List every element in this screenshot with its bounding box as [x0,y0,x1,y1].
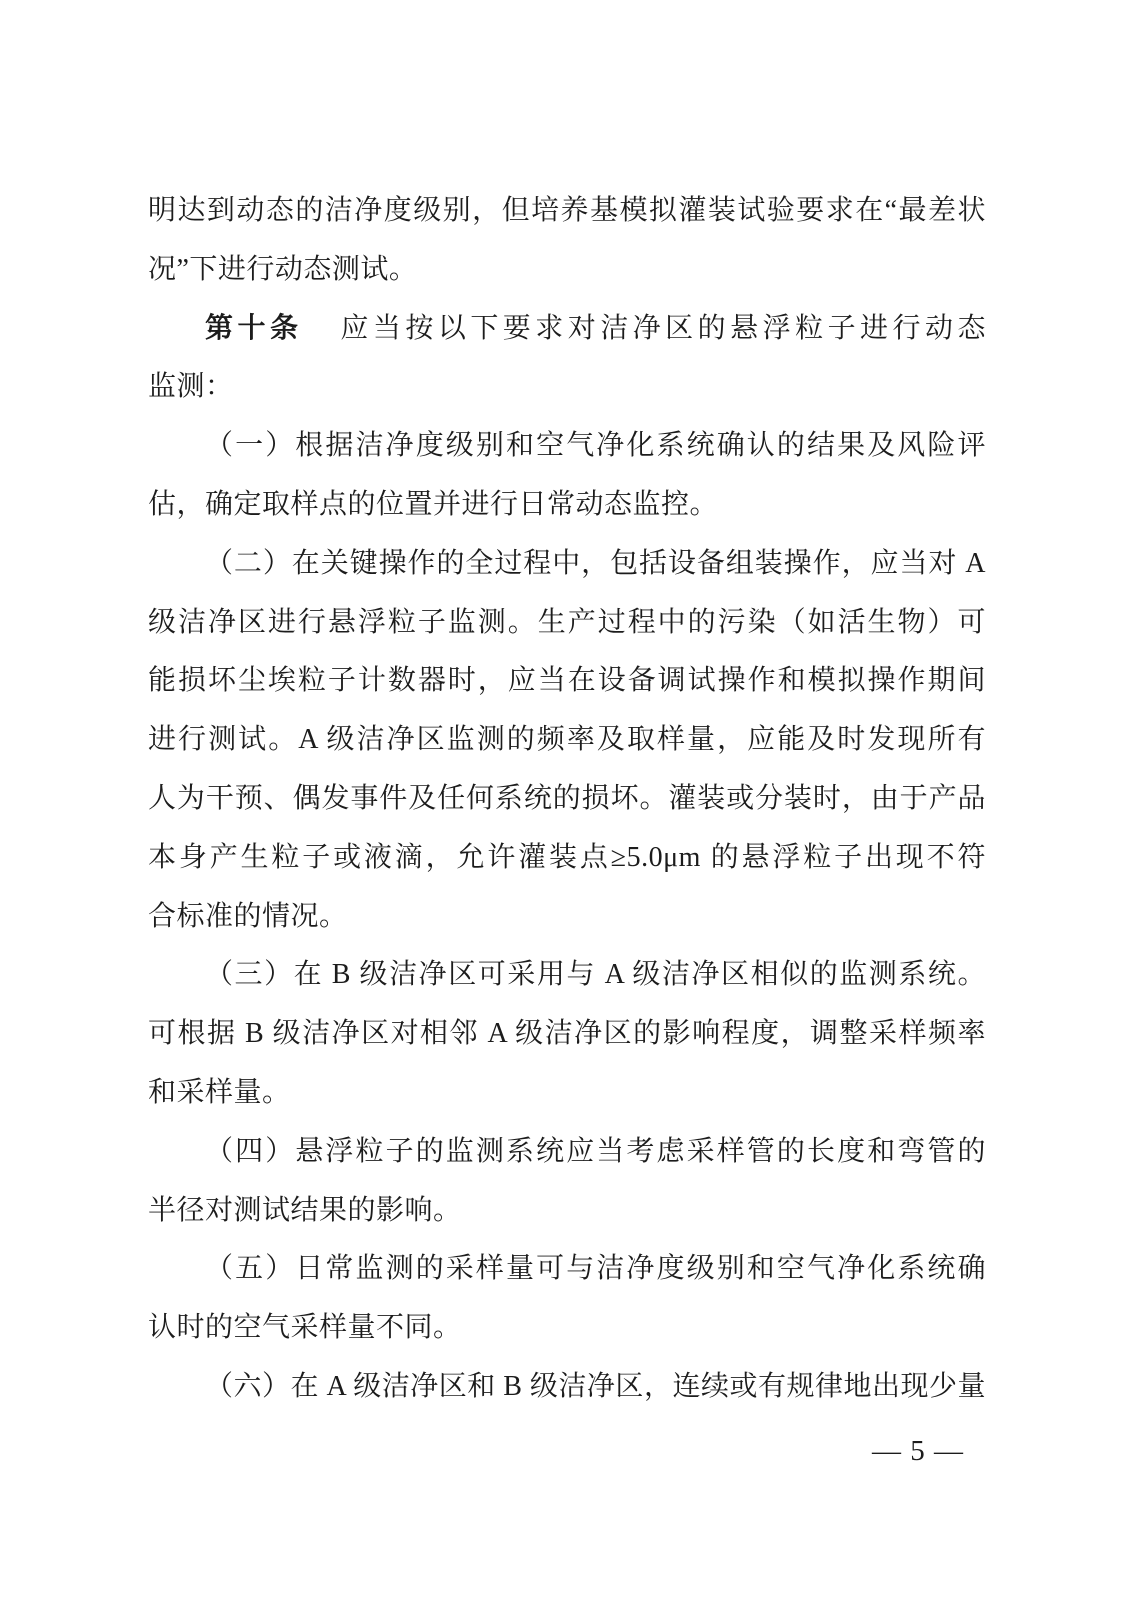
text-line: 认时的空气采样量不同。 [148,1312,462,1344]
text-line: 能损坏尘埃粒子计数器时，应当在设备调试操作和模拟操作期间 [148,665,986,697]
text-line [148,300,986,359]
line-text: 应当按以下要求对洁净区的悬浮粒子进行动态 [336,312,986,344]
text-line: 估，确定取样点的位置并进行日常动态监控。 [148,488,719,520]
text-line: 本身产生粒子或液滴，允许灌装点≥5.0μm 的悬浮粒子出现不符 [148,841,986,873]
text-line: 合标准的情况。 [148,900,348,932]
text-line: 况”下进行动态测试。 [148,253,418,285]
text-block [148,182,986,1417]
article-number-label: 第十条 [205,312,303,344]
text-line: （六）在 A 级洁净区和 B 级洁净区，连续或有规律地出现少量 [205,1370,986,1402]
text-line: 监测： [148,371,234,403]
text-line: （三）在 B 级洁净区可采用与 A 级洁净区相似的监测系统。 [205,959,986,991]
text-line: 半径对测试结果的影响。 [148,1194,462,1226]
text-line: （二）在关键操作的全过程中，包括设备组装操作，应当对 A [205,547,986,579]
text-line: 级洁净区进行悬浮粒子监测。生产过程中的污染（如活生物）可 [148,606,986,638]
text-line: 进行测试。A 级洁净区监测的频率及取样量，应能及时发现所有 [148,724,986,756]
text-line: 可根据 B 级洁净区对相邻 A 级洁净区的影响程度，调整采样频率 [148,1018,986,1050]
text-line: （四）悬浮粒子的监测系统应当考虑采样管的长度和弯管的 [205,1135,986,1167]
page-number: — 5 — [872,1435,964,1467]
text-line: 和采样量。 [148,1076,291,1108]
text-line: （五）日常监测的采样量可与洁净度级别和空气净化系统确 [205,1253,986,1285]
text-line: 明达到动态的洁净度级别，但培养基模拟灌装试验要求在“最差状 [148,195,986,226]
text-line: （一）根据洁净度级别和空气净化系统确认的结果及风险评 [205,430,986,462]
text-line: 人为干预、偶发事件及任何系统的损坏。灌装或分装时，由于产品 [148,782,986,814]
lead-gap [302,336,336,337]
